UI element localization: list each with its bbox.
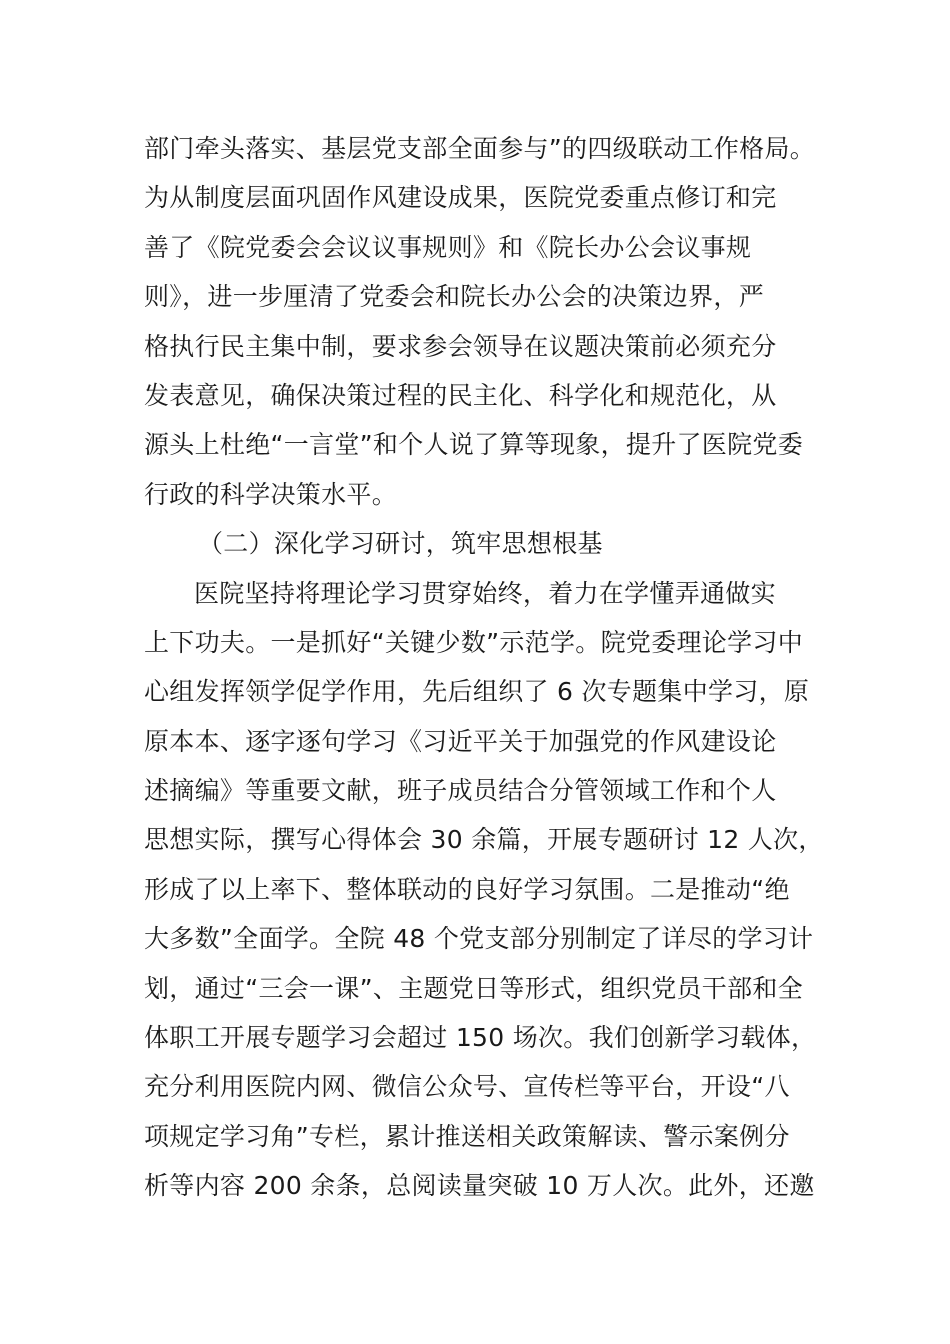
paragraph-line: 发表意见，确保决策过程的民主化、科学化和规范化，从 [144,380,777,410]
paragraph-line: 部门牵头落实、基层党支部全面参与”的四级联动工作格局。 [144,134,816,163]
paragraph-line: 为从制度层面巩固作风建设成果，医院党委重点修订和完 [144,183,777,213]
paragraph-line: 源头上杜绝“一言堂”和个人说了算等现象，提升了医院党委 [144,430,804,460]
paragraph-line: 原本本、逐字逐句学习《习近平关于加强党的作风建设论 [144,726,777,756]
paragraph-line: 思想实际，撰写心得体会 30 余篇，开展专题研讨 12 人次， [144,825,824,855]
document-body [144,124,824,1211]
paragraph-line: 项规定学习角”专栏，累计推送相关政策解读、警示案例分 [144,1121,790,1151]
paragraph-line: 行政的科学决策水平。 [144,479,398,509]
paragraph-line: 体职工开展专题学习会超过 150 场次。我们创新学习载体， [144,1023,817,1053]
paragraph-line: 格执行民主集中制，要求参会领导在议题决策前必须充分 [144,331,777,361]
paragraph-line: 则》，进一步厘清了党委会和院长办公会的决策边界，严 [144,282,765,312]
section-heading: （二）深化学习研讨，筑牢思想根基 [198,529,603,559]
paragraph-line: 充分利用医院内网、微信公众号、宣传栏等平台，开设“八 [144,1072,790,1102]
paragraph-line: 上下功夫。一是抓好“关键少数”示范学。院党委理论学习中 [144,627,804,657]
paragraph-line: 述摘编》等重要文献，班子成员结合分管领域工作和个人 [144,776,777,806]
paragraph-line: 析等内容 200 余条，总阅读量突破 10 万人次。此外，还邀 [144,1171,815,1201]
paragraph-line: 心组发挥领学促学作用，先后组织了 6 次专题集中学习，原 [144,677,810,707]
paragraph-line: 医院坚持将理论学习贯穿始终，着力在学懂弄通做实 [194,578,776,608]
paragraph-line: 划，通过“三会一课”、主题党日等形式，组织党员干部和全 [144,973,804,1003]
paragraph-line: 善了《院党委会会议议事规则》和《院长办公会议事规 [144,232,752,262]
paragraph-line: 形成了以上率下、整体联动的良好学习氛围。二是推动“绝 [144,874,790,904]
paragraph-line: 大多数”全面学。全院 48 个党支部分别制定了详尽的学习计 [144,924,814,954]
